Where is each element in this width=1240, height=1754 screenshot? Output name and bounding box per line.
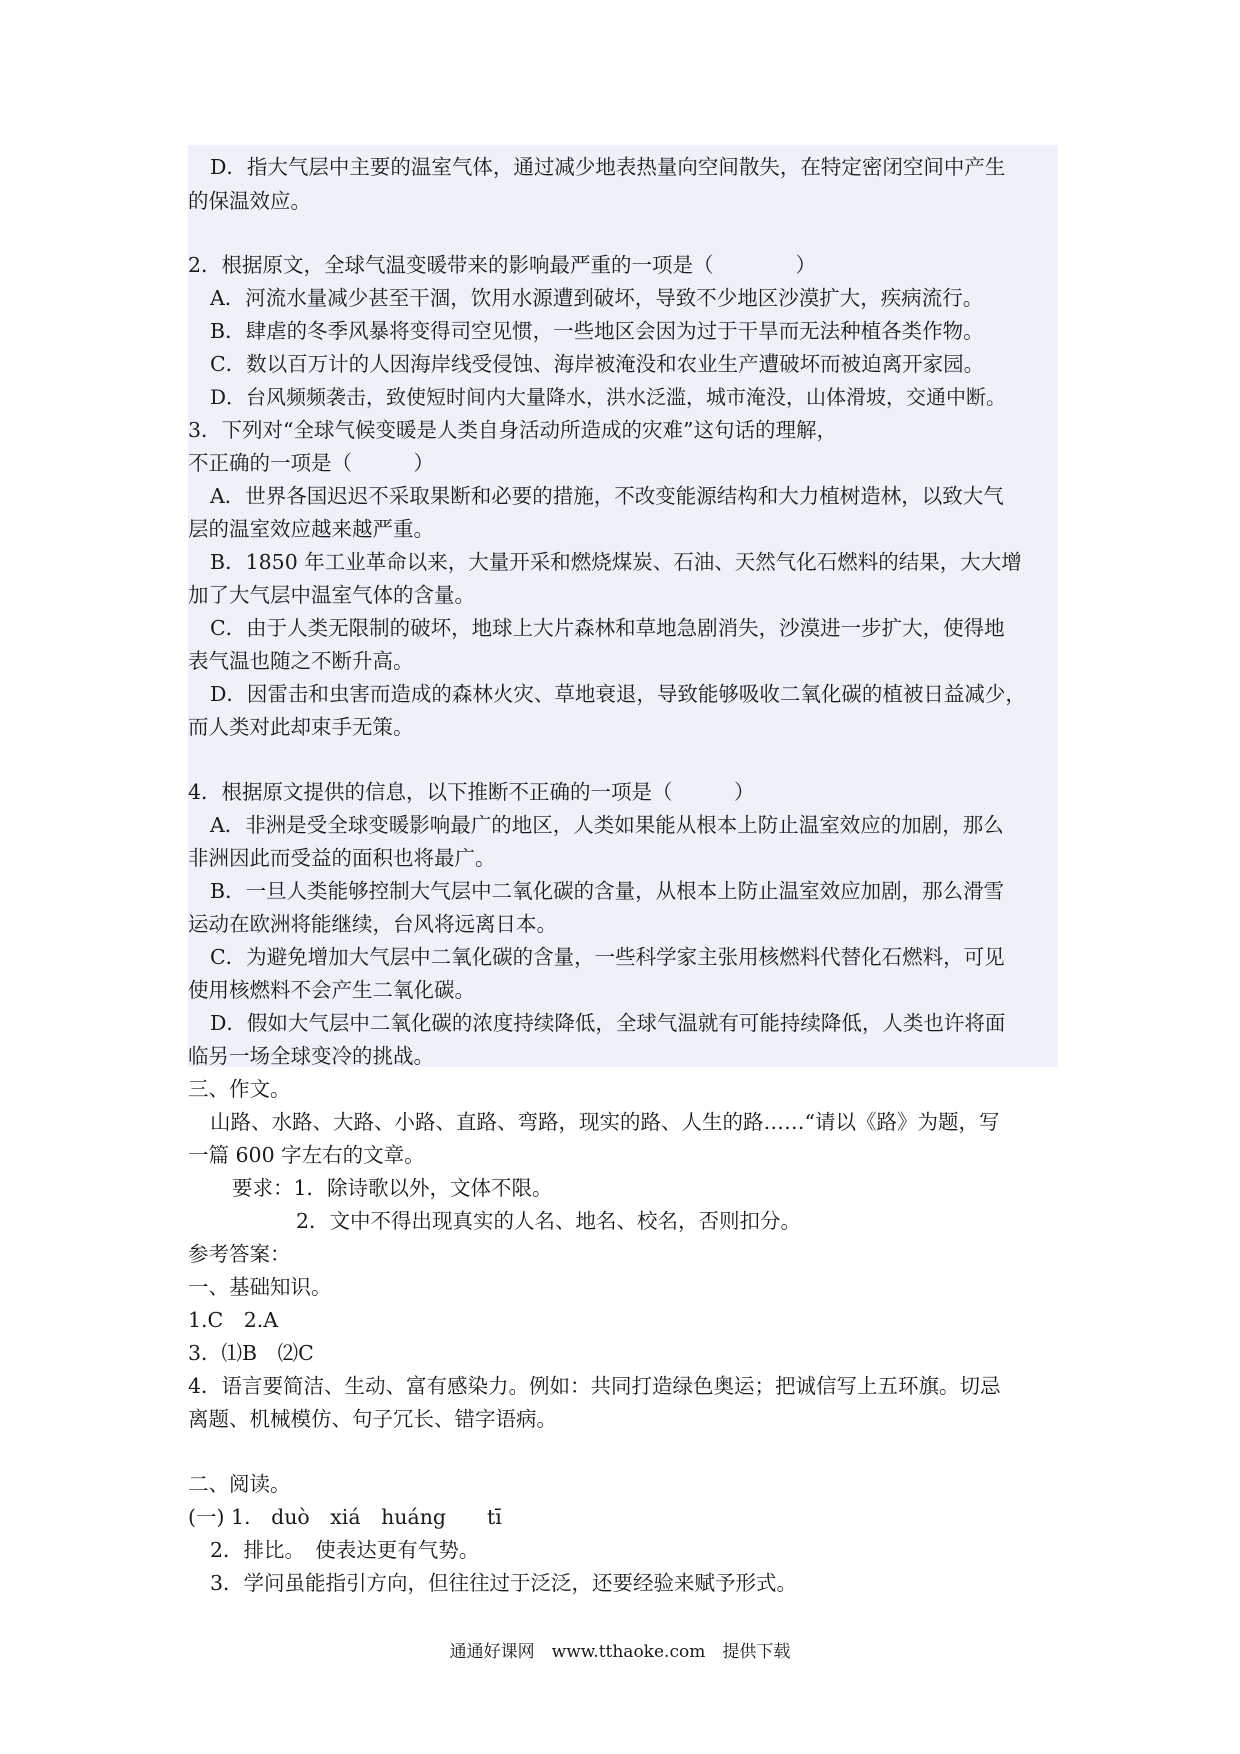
- reading-answer-3: 3．学问虽能指引方向，但往往过于泛泛，还要经验来赋予形式。: [210, 1571, 798, 1595]
- essay-heading: 三、作文。: [188, 1077, 291, 1101]
- q2-option-d: D．台风频频袭击，致使短时间内大量降水，洪水泛滥，城市淹没，山体滑坡，交通中断。: [210, 385, 1007, 409]
- q3-option-b-line1: B．1850 年工业革命以来，大量开采和燃烧煤炭、石油、天然气化石燃料的结果，大大增: [210, 550, 1022, 574]
- q3-stem-line1: 3．下列对“全球气候变暖是人类自身活动所造成的灾难”这句话的理解，: [188, 418, 838, 442]
- q4-stem: 4．根据原文提供的信息，以下推断不正确的一项是（ ）: [188, 780, 755, 804]
- q4-option-a-line1: A．非洲是受全球变暖影响最广的地区，人类如果能从根本上防止温室效应的加剧，那么: [210, 813, 1004, 837]
- q4-option-c-line1: C．为避免增加大气层中二氧化碳的含量，一些科学家主张用核燃料代替化石燃料，可见: [210, 945, 1005, 969]
- essay-requirement-2: 2．文中不得出现真实的人名、地名、校名，否则扣分。: [296, 1209, 802, 1233]
- q2-option-b: B．肆虐的冬季风暴将变得司空见惯，一些地区会因为过于干旱而无法种植各类作物。: [210, 319, 984, 343]
- q2-option-c: C．数以百万计的人因海岸线受侵蚀、海岸被淹没和农业生产遭破坏而被迫离开家园。: [210, 352, 985, 376]
- q3-option-b-line2: 加了大气层中温室气体的含量。: [188, 583, 475, 607]
- q4-option-d-line2: 临另一场全球变冷的挑战。: [188, 1044, 434, 1068]
- answer-4-line2: 离题、机械模仿、句子冗长、错字语病。: [188, 1407, 557, 1431]
- reading-answer-1: (一) 1. duò xiá huáng tī: [188, 1505, 502, 1529]
- answers-heading: 参考答案：: [188, 1242, 291, 1266]
- q1-option-d-line2: 的保温效应。: [188, 189, 311, 213]
- reading-answer-2: 2．排比。 使表达更有气势。: [210, 1538, 480, 1562]
- q2-stem: 2．根据原文，全球气温变暖带来的影响最严重的一项是（ ）: [188, 253, 817, 277]
- answers-section2-heading: 二、阅读。: [188, 1472, 291, 1496]
- essay-prompt-line2: 一篇 600 字左右的文章。: [188, 1143, 425, 1167]
- q3-stem-line2: 不正确的一项是（ ）: [188, 451, 434, 475]
- q3-option-c-line2: 表气温也随之不断升高。: [188, 649, 414, 673]
- q4-option-d-line1: D．假如大气层中二氧化碳的浓度持续降低，全球气温就有可能持续降低，人类也许将面: [210, 1011, 1006, 1035]
- answer-3: 3．⑴B ⑵C: [188, 1341, 314, 1365]
- q3-option-d-line1: D．因雷击和虫害而造成的森林火灾、草地衰退，导致能够吸收二氧化碳的植被日益减少，: [210, 682, 1026, 706]
- page-footer: 通通好课网 www.tthaoke.com 提供下载: [449, 1642, 791, 1662]
- q4-option-b-line1: B．一旦人类能够控制大气层中二氧化碳的含量，从根本上防止温室效应加剧，那么滑雪: [210, 879, 1005, 903]
- q3-option-a-line2: 层的温室效应越来越严重。: [188, 517, 434, 541]
- q1-option-d-line1: D．指大气层中主要的温室气体，通过减少地表热量向空间散失，在特定密闭空间中产生: [210, 155, 1006, 179]
- q2-option-a: A．河流水量减少甚至干涸，饮用水源遭到破坏，导致不少地区沙漠扩大，疾病流行。: [210, 286, 984, 310]
- q3-option-d-line2: 而人类对此却束手无策。: [188, 715, 414, 739]
- q4-option-a-line2: 非洲因此而受益的面积也将最广。: [188, 846, 496, 870]
- q4-option-c-line2: 使用核燃料不会产生二氧化碳。: [188, 978, 475, 1002]
- answer-4-line1: 4．语言要简洁、生动、富有感染力。例如：共同打造绿色奥运；把诚信写上五环旗。切忌: [188, 1374, 1001, 1398]
- essay-prompt-line1: 山路、水路、大路、小路、直路、弯路，现实的路、人生的路……“请以《路》为题，写: [210, 1110, 1000, 1134]
- answer-1-2: 1.C 2.A: [188, 1308, 279, 1332]
- q4-option-b-line2: 运动在欧洲将能继续，台风将远离日本。: [188, 912, 557, 936]
- q3-option-c-line1: C．由于人类无限制的破坏，地球上大片森林和草地急剧消失，沙漠进一步扩大，使得地: [210, 616, 1005, 640]
- answers-section1-heading: 一、基础知识。: [188, 1275, 332, 1299]
- essay-requirement-1: 要求：1．除诗歌以外，文体不限。: [232, 1176, 553, 1200]
- q3-option-a-line1: A．世界各国迟迟不采取果断和必要的措施，不改变能源结构和大力植树造林，以致大气: [210, 484, 1004, 508]
